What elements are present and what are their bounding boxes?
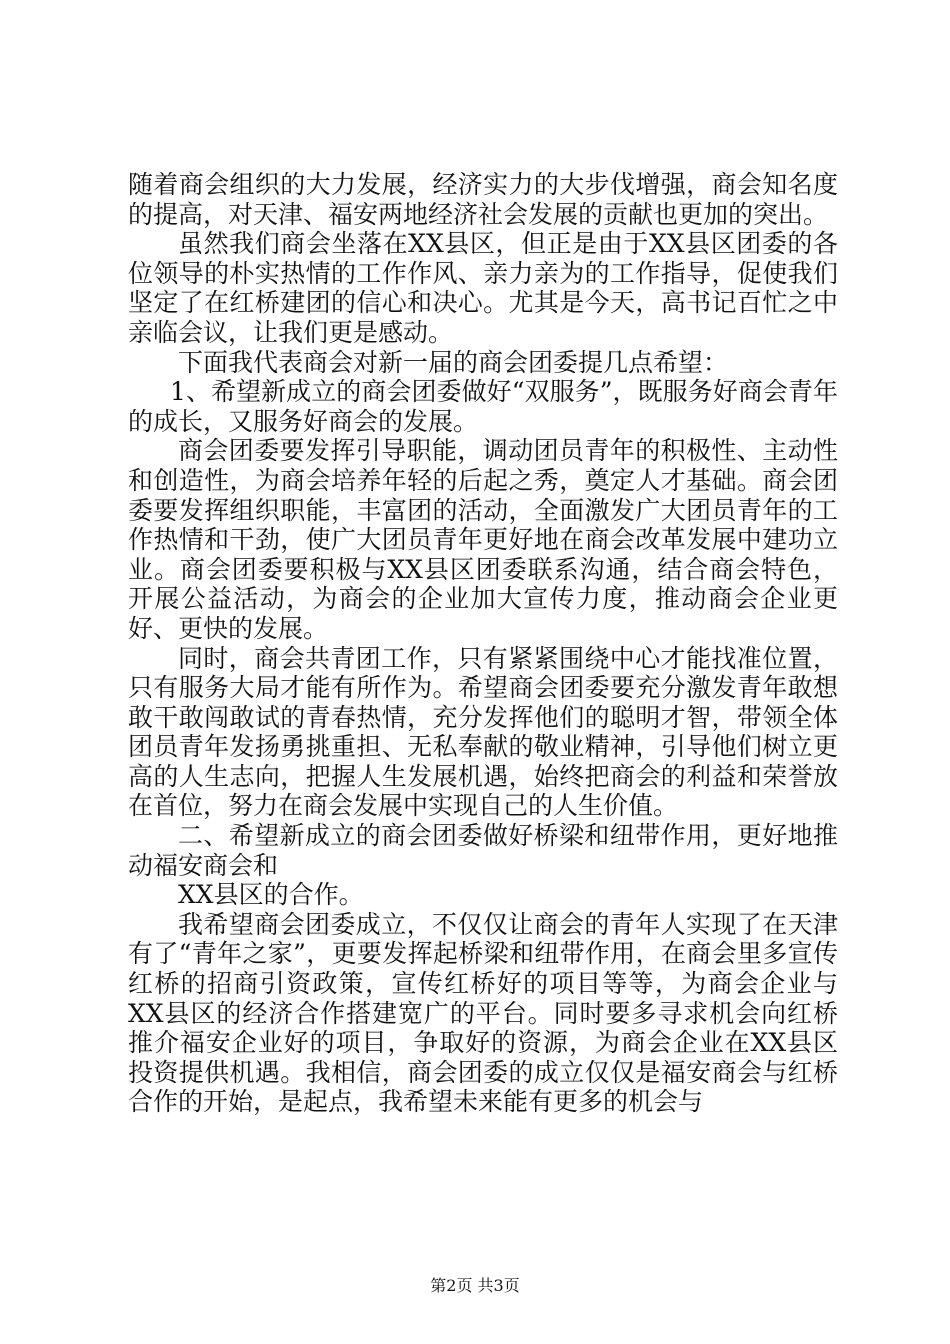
paragraph-hope-2-heading: 二、希望新成立的商会团委做好桥梁和纽带作用，更好地推动福安商会和	[128, 821, 838, 880]
page-number: 第2页 共3页	[430, 1276, 520, 1295]
paragraph-hope-2-body: 我希望商会团委成立，不仅仅让商会的青年人实现了在天津有了“青年之家”，更要发挥起桥梁和纽带作用，在商会里多宣传红桥的招商引资政策，宣传红桥好的项目等等，为商会企业与XX县区的经济合作搭建宽广的平台。同时要多寻求机会向红桥推介福安企业好的项目，争取好的资源，为商会企业在XX县区投资提供机遇。我相信，商会团委的成立仅仅是福安商会与红桥合作的开始，是起点，我希望未来能有更多的机会与	[128, 909, 838, 1117]
paragraph-hope-1-scope: 同时，商会共青团工作，只有紧紧围绕中心才能找准位置，只有服务大局才能有所作为。希望商会团委要充分激发青年敢想敢干敢闯敢试的青春热情，充分发挥他们的聪明才智，带领全体团员青年发扬勇挑重担、无私奉献的敬业精神，引导他们树立更高的人生志向，把握人生发展机遇，始终把商会的利益和荣誉放在首位，努力在商会发展中实现自己的人生价值。	[128, 643, 838, 821]
paragraph-continuation: 随着商会组织的大力发展，经济实力的大步伐增强，商会知名度的提高，对天津、福安两地经济社会发展的贡献也更加的突出。	[128, 170, 838, 229]
paragraph-hope-1-heading: 1、希望新成立的商会团委做好“双服务”，既服务好商会青年的成长，又服务好商会的发展。	[128, 377, 838, 436]
page-footer	[0, 1276, 950, 1296]
paragraph-intro: 下面我代表商会对新一届的商会团委提几点希望：	[178, 347, 729, 377]
paragraph-hope-2-heading-cont: XX县区的合作。	[178, 880, 364, 910]
document-body	[128, 170, 838, 1117]
paragraph-location: 虽然我们商会坐落在XX县区，但正是由于XX县区团委的各位领导的朴实热情的工作作风、亲力亲为的工作指导，促使我们坚定了在红桥建团的信心和决心。尤其是今天，高书记百忙之中亲临会议，让我们更是感动。	[128, 229, 838, 347]
paragraph-hope-1-body: 商会团委要发挥引导职能，调动团员青年的积极性、主动性和创造性，为商会培养年轻的后起之秀，奠定人才基础。商会团委要发挥组织职能，丰富团的活动，全面激发广大团员青年的工作热情和干劲，使广大团员青年更好地在商会改革发展中建功立业。商会团委要积极与XX县区团委联系沟通，结合商会特色，开展公益活动，为商会的企业加大宣传力度，推动商会企业更好、更快的发展。	[128, 436, 838, 643]
